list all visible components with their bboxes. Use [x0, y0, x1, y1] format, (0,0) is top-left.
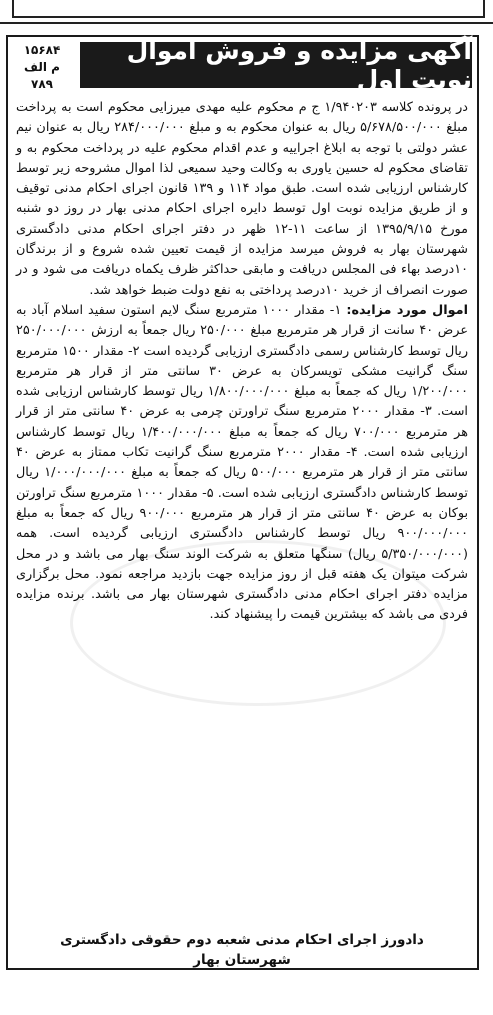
ad-intro-paragraph: در پرونده کلاسه ۱/۹۴۰۲۰۳ ج م محکوم علیه مهدی میرزایی محکوم است به پرداخت مبلغ ۵/۶۷۸/۵۰۰/۰۰۰ ریال به عنوان محکوم به و مبلغ ۲۸۴/۰۰۰/۰۰۰ ریال به عنوان نیم عشر دولتی با توجه به ابلاغ اجراییه و عدم اقدام محکوم علیه در پرداخت محکوم به و تقاضای محکوم له حسین یاوری به وکالت وحید سمیعی لذا اموال مشروحه زیر توسط کارشناس ارزیابی شده است. طبق مواد ۱۱۴ و ۱۳۹ قانون اجرای احکام مدنی توقیف و از طریق مزایده نوبت اول توسط دایره اجرای احکام مدنی بهار در روز دو شنبه مورخ ۱۳۹۵/۹/۱۵ از ساعت ۱۱-۱۲ ظهر در دفتر اجرای احکام مدنی دادگستری شهرستان بهار به فروش میرسد مزایده از قیمت تعیین شده شروع و از برندگان ۱۰درصد بهاء فی المجلس دریافت و مابقی حداکثر ظرف یکماه دریافت می شود و در صورت انصراف از خرید ۱۰درصد پرداختی به نفع دولت ضبط خواهد شد. [16, 100, 469, 298]
previous-ad-box [12, 0, 485, 18]
ad-body [16, 98, 468, 626]
ad-title: آگهی مزایده و فروش اموال نوبت اول [80, 42, 472, 88]
ad-code-serial: ۷۸۹ [31, 77, 53, 91]
items-title: اموال مورد مزایده: [346, 302, 468, 318]
ad-signature [16, 930, 468, 970]
ad-header [12, 36, 472, 94]
items-text: ۱- مقدار ۱۰۰۰ مترمربع سنگ لایم استون سفید اسلام آباد به عرض ۴۰ سانت از قرار هر مترمربع مبلغ ۲۵۰/۰۰۰ ریال جمعاً به ارزش ۲۵۰/۰۰۰/۰۰۰ ریال توسط کارشناس رسمی دادگستری ارزیابی گردیده است ۲- مقدار ۱۵۰۰ مترمربع سنگ گرانیت مشکی تویسرکان به عرض ۳۰ سانتی متر از قرار هر مترمربع ۱/۲۰۰/۰۰۰ ریال که جمعاً به مبلغ ۱/۸۰۰/۰۰۰/۰۰۰ ریال توسط کارشناس ارزیابی شده است. ۳- مقدار ۲۰۰۰ مترمربع سنگ تراورتن چرمی به عرض ۴۰ سانتی متر از قرار هر مترمربع ۷۰۰/۰۰۰ ریال که جمعاً به مبلغ ۱/۴۰۰/۰۰۰/۰۰۰ ریال توسط کارشناس ارزیابی شده است. ۴- مقدار ۲۰۰۰ مترمربع سنگ گرانیت تکاب ممتاز به عرض ۴۰ سانتی متر از قرار هر مترمربع ۵۰۰/۰۰۰ ریال که جمعاً به مبلغ ۱/۰۰۰/۰۰۰/۰۰۰ ریال توسط کارشناس دادگستری ارزیابی شده است. ۵- مقدار ۱۰۰۰ مترمربع سنگ تراورتن بوکان به عرض ۴۰ سانتی متر از قرار هر مترمربع ۹۰۰/۰۰۰ ریال که جمعاً به مبلغ ۹۰۰/۰۰۰/۰۰۰ ریال توسط کارشناس دادگستری ارزیابی گردیده است. همه (۵/۳۵۰/۰۰۰/۰۰۰ ریال) سنگها متعلق به شرکت الوند سنگ بهار می باشد و در محل شرکت میتوان یک هفته قبل از روز مزایده جهت بازدید مراجعه نمود. محل برگزاری مزایده دفتر اجرای احکام مدنی دادگستری شهرستان بهار می باشد. برنده مزایده فردی می باشد که بیشترین قیمت را پیشنهاد کند. [16, 302, 469, 623]
signature-line-2: شهرستان بهار [193, 952, 291, 968]
ad-code-label: م الف [24, 60, 60, 74]
ad-items-paragraph [16, 301, 468, 626]
previous-ad-border [0, 0, 493, 24]
ad-code [12, 42, 72, 93]
ad-code-number: ۱۵۶۸۴ [23, 43, 61, 57]
signature-line-1: دادورز اجرای احکام مدنی شعبه دوم حقوقی دادگستری [60, 932, 424, 948]
